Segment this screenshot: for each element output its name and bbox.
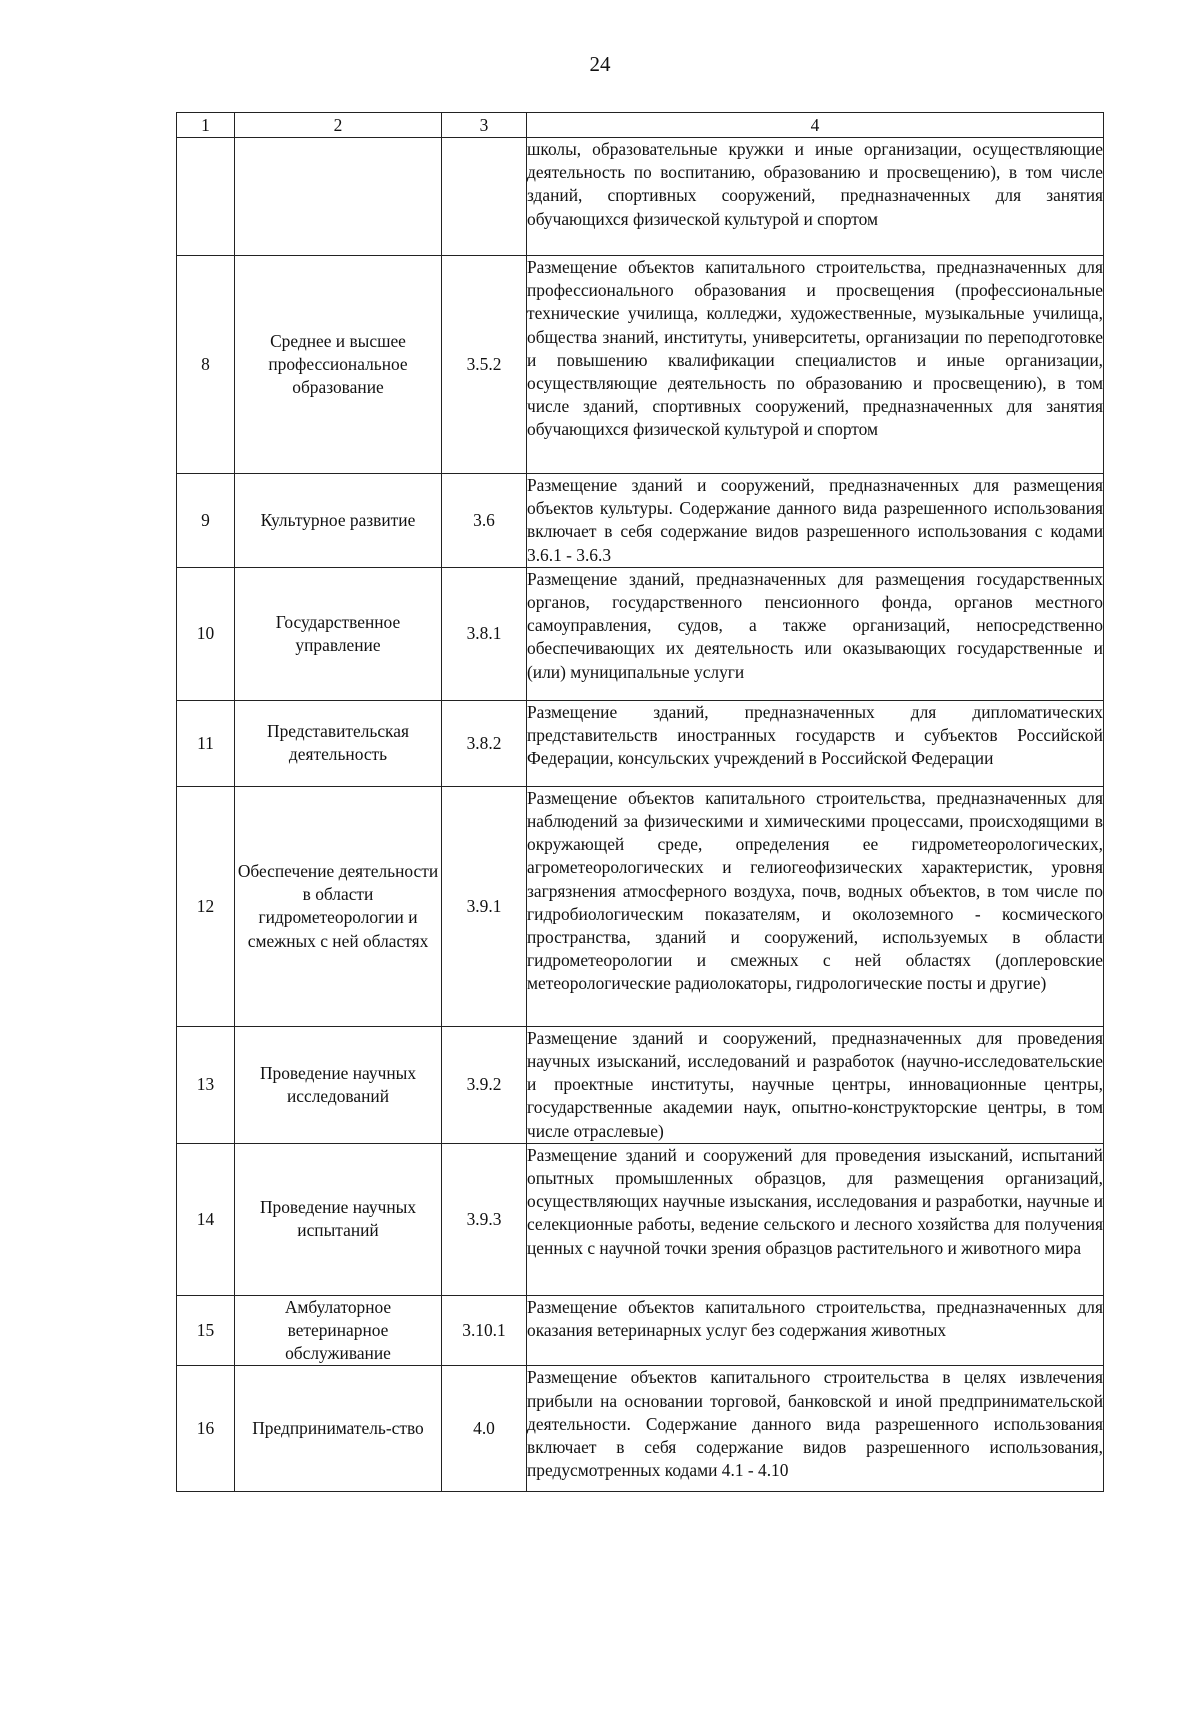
table-row (177, 786, 1104, 1026)
land-use-code (442, 1026, 527, 1143)
land-use-code (442, 700, 527, 786)
row-number (177, 256, 235, 474)
land-use-code (442, 1295, 527, 1366)
land-use-name (235, 1143, 442, 1295)
land-use-description (527, 700, 1104, 786)
table-row (177, 138, 1104, 256)
land-use-name (235, 786, 442, 1026)
land-use-name-text: Среднее и высшее профессиональное образование (268, 330, 408, 398)
row-number (177, 1143, 235, 1295)
row-number (177, 567, 235, 700)
row-number-text: 11 (197, 732, 214, 753)
table-row (177, 567, 1104, 700)
column-header-2: 2 (235, 113, 442, 138)
land-use-description-text: Размещение объектов капитального строительства, предназначенных для оказания ветеринарных услуг без содержания животных (527, 1296, 1103, 1341)
land-use-description (527, 1295, 1104, 1366)
row-number (177, 1295, 235, 1366)
land-use-name (235, 256, 442, 474)
land-use-name (235, 1026, 442, 1143)
land-use-description (527, 567, 1104, 700)
land-use-description (527, 474, 1104, 568)
land-use-table (176, 112, 1104, 1492)
land-use-code (442, 1366, 527, 1492)
row-number-text: 16 (196, 1418, 215, 1439)
row-number-text: 8 (201, 353, 210, 374)
row-number (177, 700, 235, 786)
column-header-1: 1 (177, 113, 235, 138)
land-use-description-text: Размещение зданий, предназначенных для размещения государственных органов, государственного пенсионного фонда, органов местного самоуправления, судов, а также организаций, непосредственно обеспечивающих их деятельность или оказывающих государственные и (или) муниципальные услуги (527, 568, 1103, 682)
land-use-name (235, 1295, 442, 1366)
land-use-code-text: 3.5.2 (466, 353, 502, 374)
land-use-description (527, 256, 1104, 474)
column-header-4: 4 (527, 113, 1104, 138)
land-use-code (442, 567, 527, 700)
page-number: 24 (589, 52, 611, 76)
land-use-code (442, 256, 527, 474)
land-use-code-text: 3.9.1 (466, 895, 502, 916)
column-header-3: 3 (442, 113, 527, 138)
table-row (177, 1295, 1104, 1366)
land-use-code-text: 3.9.3 (466, 1208, 502, 1229)
row-number (177, 1026, 235, 1143)
land-use-description (527, 1366, 1104, 1492)
land-use-name-text: Предприниматель-ство (252, 1418, 424, 1439)
table-row (177, 256, 1104, 474)
land-use-name (235, 474, 442, 568)
land-use-description-text: Размещение зданий, предназначенных для дипломатических представительств иностранных государств и субъектов Российской Федерации, консульских учреждений в Российской Федерации (527, 701, 1103, 769)
land-use-code-text: 3.6 (473, 509, 495, 530)
land-use-code (442, 138, 527, 256)
land-use-description (527, 786, 1104, 1026)
land-use-code (442, 1143, 527, 1295)
row-number-text: 9 (201, 509, 210, 530)
table-row (177, 1026, 1104, 1143)
land-use-description-text: Размещение зданий и сооружений, предназначенных для размещения объектов культуры. Содержание данного вида разрешенного использования включает в себя содержание видов разрешенного использования с кодами 3.6.1 - 3.6.3 (527, 475, 1103, 565)
land-use-code-text: 3.9.2 (466, 1074, 502, 1095)
land-use-code (442, 474, 527, 568)
table-header-row (177, 113, 1104, 138)
land-use-name (235, 138, 442, 256)
land-use-description (527, 138, 1104, 256)
land-use-code-text: 3.10.1 (462, 1320, 506, 1341)
row-number-text: 15 (196, 1320, 215, 1341)
land-use-name-text: Проведение научных исследований (259, 1062, 417, 1106)
land-use-name-text: Амбулаторное ветеринарное обслуживание (284, 1296, 392, 1364)
land-use-description-text: Размещение зданий и сооружений для проведения изысканий, испытаний опытных промышленных образцов, для размещения организаций, осуществляющих научные изыскания, исследования и разработки, научные и селекционные работы, ведение сельского и лесного хозяйства для получения ценных с научной точки зрения образцов растительного и животного мира (527, 1144, 1103, 1258)
row-number-text: 12 (196, 895, 215, 916)
land-use-description-text: Размещение зданий и сооружений, предназначенных для проведения научных изысканий, исследований и разработок (научно-исследовательские и проектные институты, научные центры, инновационные центры, государственные академии наук, опытно-конструкторские центры, в том числе отраслевые) (527, 1027, 1103, 1141)
land-use-description-text: Размещение объектов капитального строительства, предназначенных для наблюдений за физическими и химическими процессами, происходящими в окружающей среде, определения ее гидрометеорологических, агрометеорологических и гелиогеофизических характеристик, уровня загрязнения атмосферного воздуха, почв, водных объектов, в том числе по гидробиологическим показателям, и околоземного - космического пространства, зданий и сооружений, используемых в области гидрометеорологии и смежных с ней областях (доплеровские метеорологические радиолокаторы, гидрологические посты и другие) (527, 787, 1103, 994)
land-use-name-text: Культурное развитие (260, 509, 416, 530)
land-use-code-text: 3.8.2 (466, 732, 502, 753)
table-row (177, 1143, 1104, 1295)
row-number (177, 474, 235, 568)
land-use-code-text: 4.0 (473, 1418, 495, 1439)
land-use-description-text: Размещение объектов капитального строительства, предназначенных для профессионального образования и просвещения (профессиональные технические училища, колледжи, художественные, музыкальные училища, общества знаний, институты, университеты, организации по переподготовке и повышению квалификации специалистов и иные организации, осуществляющие деятельность по образованию и просвещению), в том числе зданий, спортивных сооружений, предназначенных для занятия обучающихся физической культурой и спортом (527, 257, 1103, 440)
land-use-name-text: Проведение научных испытаний (259, 1197, 417, 1241)
table-row (177, 474, 1104, 568)
land-use-code-text: 3.8.1 (466, 623, 502, 644)
land-use-name (235, 1366, 442, 1492)
row-number-text: 10 (196, 623, 215, 644)
land-use-name-text: Государственное управление (275, 611, 401, 655)
row-number (177, 138, 235, 256)
land-use-name (235, 567, 442, 700)
table-row (177, 1366, 1104, 1492)
row-number-text: 13 (196, 1074, 215, 1095)
row-number (177, 786, 235, 1026)
land-use-code (442, 786, 527, 1026)
land-use-description (527, 1143, 1104, 1295)
land-use-name-text: Представительская деятельность (267, 721, 409, 765)
land-use-description-text: Размещение объектов капитального строительства в целях извлечения прибыли на основании торговой, банковской и иной предпринимательской деятельности. Содержание данного вида разрешенного использования включает в себя содержание видов разрешенного использования, предусмотренных кодами 4.1 - 4.10 (527, 1367, 1103, 1481)
land-use-name (235, 700, 442, 786)
land-use-name-text: Обеспечение деятельности в области гидрометеорологии и смежных с ней областях (237, 860, 439, 951)
row-number-text: 14 (196, 1208, 215, 1229)
row-number (177, 1366, 235, 1492)
table-row (177, 700, 1104, 786)
land-use-description-text: школы, образовательные кружки и иные организации, осуществляющие деятельность по воспитанию, образованию и просвещению), в том числе зданий, спортивных сооружений, предназначенных для занятия обучающихся физической культурой и спортом (527, 139, 1103, 229)
land-use-description (527, 1026, 1104, 1143)
